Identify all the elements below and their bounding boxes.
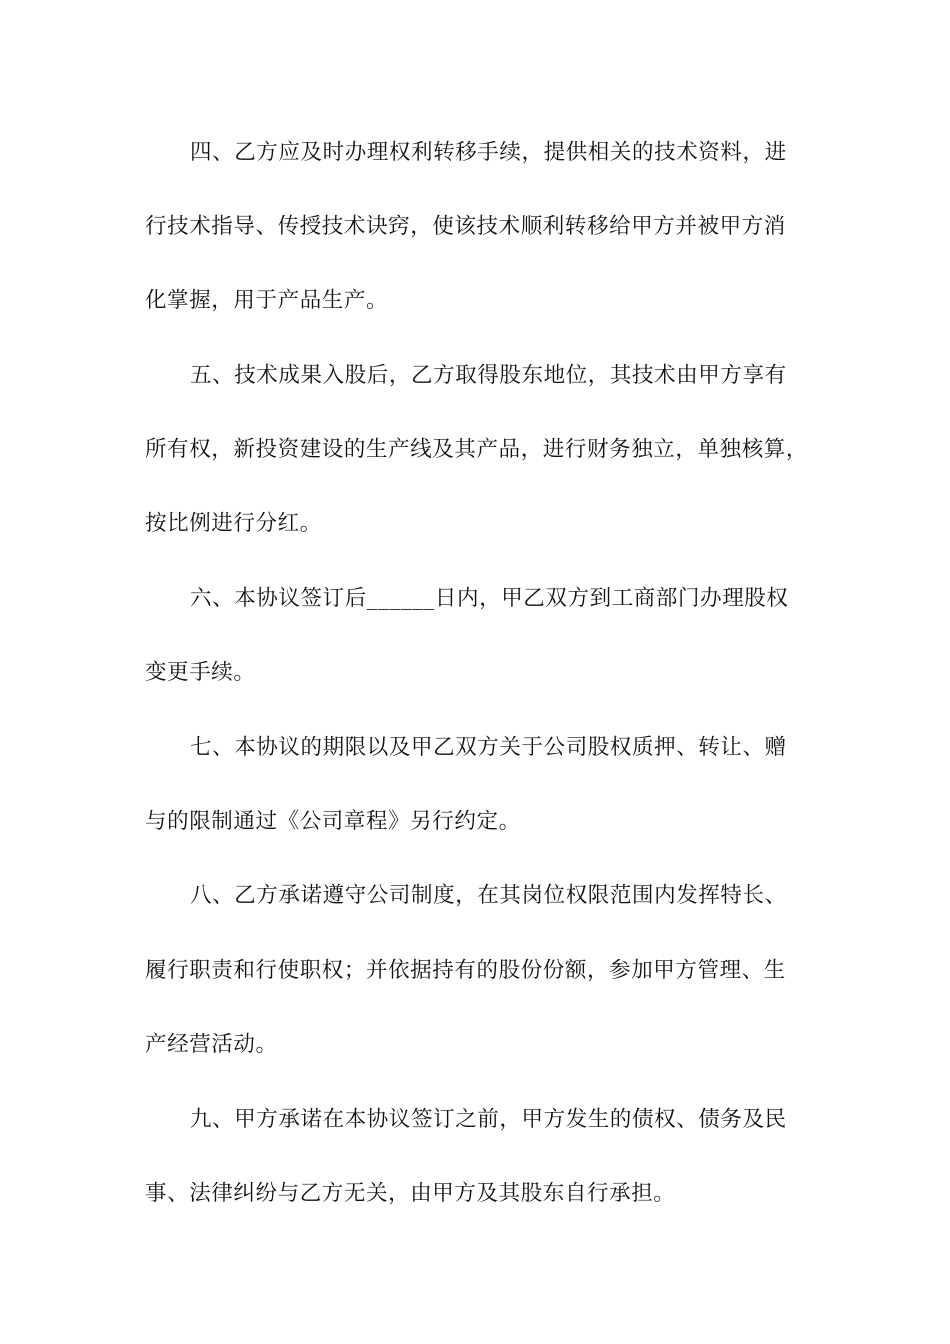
paragraph-line: 履行职责和行使职权；并依据持有的股份份额，参加甲方管理、生 bbox=[145, 958, 786, 983]
paragraph-line: 四、乙方应及时办理权利转移手续，提供相关的技术资料，进 bbox=[190, 140, 787, 165]
paragraph-line: 九、甲方承诺在本协议签订之前，甲方发生的债权、债务及民 bbox=[190, 1107, 787, 1132]
paragraph-line: 按比例进行分红。 bbox=[145, 511, 322, 536]
paragraph-line: 八、乙方承诺遵守公司制度，在其岗位权限范围内发挥特长、 bbox=[190, 883, 787, 908]
paragraph-line: 行技术指导、传授技术诀窍，使该技术顺利转移给甲方并被甲方消 bbox=[145, 214, 786, 239]
paragraph-line: 六、本协议签订后______日内，甲乙双方到工商部门办理股权 bbox=[190, 586, 789, 611]
paragraph-line: 产经营活动。 bbox=[145, 1032, 278, 1057]
paragraph-line: 所有权，新投资建设的生产线及其产品，进行财务独立，单独核算， bbox=[145, 437, 809, 462]
paragraph-line: 七、本协议的期限以及甲乙双方关于公司股权质押、转让、赠 bbox=[190, 735, 787, 760]
paragraph-line: 化掌握，用于产品生产。 bbox=[145, 288, 389, 313]
paragraph-line: 变更手续。 bbox=[145, 660, 256, 685]
paragraph-line: 与的限制通过《公司章程》另行约定。 bbox=[145, 809, 521, 834]
paragraph-line: 五、技术成果入股后，乙方取得股东地位，其技术由甲方享有 bbox=[190, 363, 787, 388]
paragraph-line: 事、法律纠纷与乙方无关，由甲方及其股东自行承担。 bbox=[145, 1181, 676, 1206]
